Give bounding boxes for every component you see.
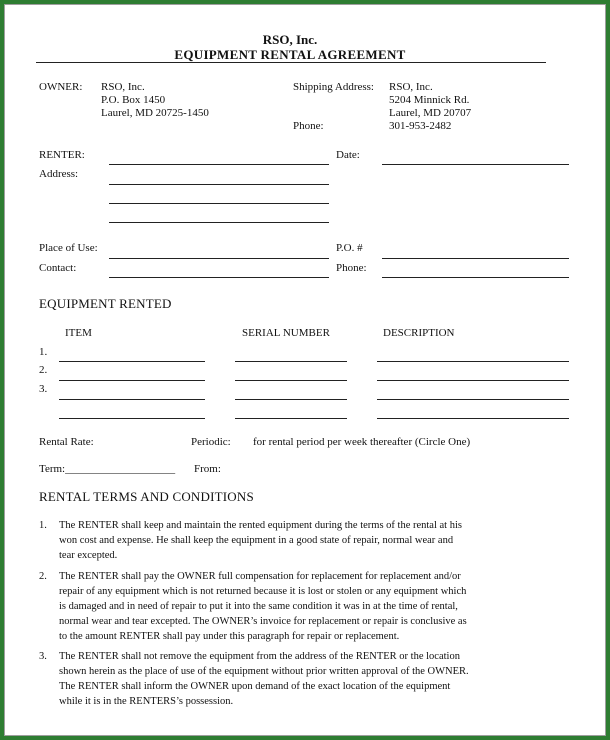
term-line: tear excepted. (59, 550, 118, 561)
item-field[interactable] (59, 361, 205, 362)
item-field[interactable] (59, 418, 205, 419)
row-number: 3. (39, 383, 48, 395)
rental-rate-label: Rental Rate: (39, 436, 94, 448)
date-label: Date: (336, 149, 360, 161)
shipping-label: Shipping Address: (293, 81, 374, 93)
term-line: to the amount RENTER shall pay under this paragraph for repair or replacement. (59, 631, 400, 642)
terms-heading: RENTAL TERMS AND CONDITIONS (39, 489, 254, 504)
equipment-heading: EQUIPMENT RENTED (39, 296, 172, 311)
row-number: 1. (39, 346, 48, 358)
place-of-use-field[interactable] (109, 258, 329, 259)
date-field[interactable] (382, 164, 569, 165)
renter-label: RENTER: (39, 149, 85, 161)
term-line: won cost and expense. He shall keep the equipment in a good state of repair, normal wear and (59, 535, 454, 546)
shipping-address-line2: Laurel, MD 20707 (389, 107, 472, 119)
description-field[interactable] (377, 361, 569, 362)
term-line: repair of any equipment which is not returned because it is lost or stolen or any equipment which (59, 586, 467, 597)
phone-label: Phone: (293, 120, 324, 132)
description-field[interactable] (377, 418, 569, 419)
address-label: Address: (39, 168, 79, 180)
po-label: P.O. # (336, 242, 363, 254)
description-field[interactable] (377, 380, 569, 381)
renter-phone-label: Phone: (336, 262, 367, 274)
term-line: The RENTER shall keep and maintain the rented equipment during the terms of the rental at his (59, 520, 462, 531)
owner-address-line1: P.O. Box 1450 (101, 94, 166, 106)
periodic-text: for rental period per week thereafter (Circle One) (253, 436, 471, 448)
address-field-line1[interactable] (109, 184, 329, 185)
shipping-name: RSO, Inc. (389, 81, 433, 93)
title-rule (36, 62, 546, 63)
term-line: shown herein as the place of use of the equipment without prior written approval of the OWNER. (59, 666, 469, 677)
address-field-line3[interactable] (109, 222, 329, 223)
serial-field[interactable] (235, 399, 347, 400)
term-line: The RENTER shall pay the OWNER full compensation for replacement for replacement and/or (59, 571, 461, 582)
term-field[interactable]: Term:____________________ (39, 463, 176, 475)
address-field-line2[interactable] (109, 203, 329, 204)
item-field[interactable] (59, 380, 205, 381)
item-field[interactable] (59, 399, 205, 400)
po-field[interactable] (382, 258, 569, 259)
term-line: while it is in the RENTERS’s possession. (59, 696, 234, 707)
document-title: EQUIPMENT RENTAL AGREEMENT (174, 47, 406, 62)
renter-phone-field[interactable] (382, 277, 569, 278)
term-line: is damaged and in need of repair to put it into the same condition it was in at the time of rental, (59, 601, 458, 612)
serial-field[interactable] (235, 361, 347, 362)
contact-label: Contact: (39, 262, 77, 274)
serial-field[interactable] (235, 418, 347, 419)
row-number: 2. (39, 364, 48, 376)
term-number: 2. (39, 571, 47, 582)
term-line: normal wear and tear excepted. The OWNER’s invoice for replacement or repair is conclusive as (59, 616, 467, 627)
phone-value: 301-953-2482 (389, 120, 452, 132)
term-line: The RENTER shall inform the OWNER upon demand of the exact location of the equipment (59, 681, 451, 692)
term-number: 1. (39, 520, 47, 531)
term-line: The RENTER shall not remove the equipment from the address of the RENTER or the location (59, 651, 460, 662)
col-item: ITEM (65, 327, 92, 339)
contact-field[interactable] (109, 277, 329, 278)
owner-label: OWNER: (39, 81, 83, 93)
owner-name: RSO, Inc. (101, 81, 145, 93)
place-of-use-label: Place of Use: (39, 242, 98, 254)
col-serial-number: SERIAL NUMBER (242, 327, 330, 339)
description-field[interactable] (377, 399, 569, 400)
company-name: RSO, Inc. (262, 32, 318, 47)
periodic-label: Periodic: (191, 436, 231, 448)
shipping-address-line1: 5204 Minnick Rd. (389, 94, 470, 106)
from-label: From: (194, 463, 221, 475)
renter-field[interactable] (109, 164, 329, 165)
col-description: DESCRIPTION (383, 327, 455, 339)
owner-address-line2: Laurel, MD 20725-1450 (101, 107, 209, 119)
serial-field[interactable] (235, 380, 347, 381)
term-number: 3. (39, 651, 47, 662)
